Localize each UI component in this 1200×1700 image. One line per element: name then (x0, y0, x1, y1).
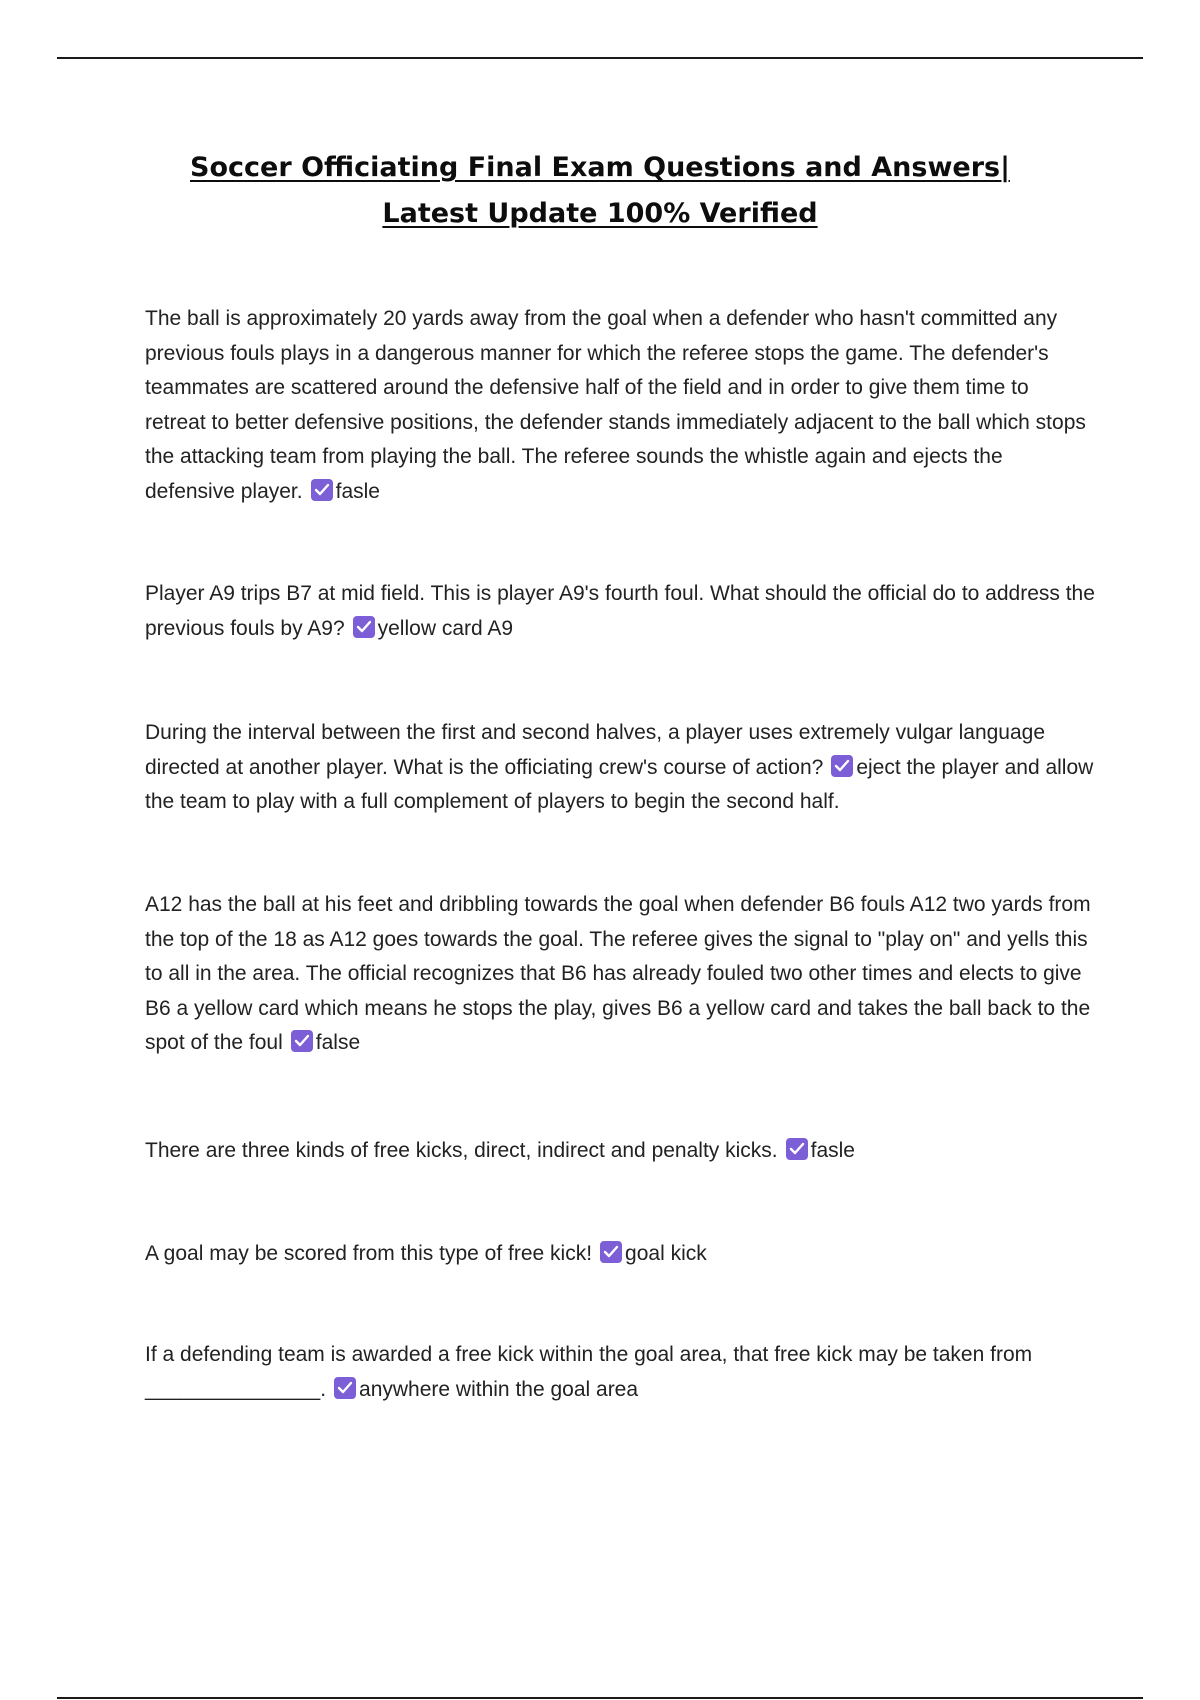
title-line-1: Soccer Officiating Final Exam Questions and Answers| (190, 152, 1010, 183)
qa-item-2 (145, 577, 1095, 646)
checkbox-checked-icon (786, 1138, 808, 1160)
bottom-rule (57, 1697, 1143, 1699)
document-title (0, 145, 1200, 237)
top-rule (57, 57, 1143, 59)
question-text: Player A9 trips B7 at mid field. This is player A9's fourth foul. What should the official do to address the previous fouls by A9? (145, 582, 1095, 640)
answer-text: false (315, 1031, 361, 1054)
answer-text: eject the player and allow the team to play with a full complement of players to begin the second half. (145, 755, 1094, 813)
checkbox-checked-icon (831, 755, 853, 777)
question-text: During the interval between the first and second halves, a player uses extremely vulgar language directed at another player. What is the officiating crew's course of action? (145, 721, 1046, 779)
qa-item-3 (145, 716, 1095, 820)
question-text: If a defending team is awarded a free kick within the goal area, that free kick may be taken from _______________. (145, 1343, 1033, 1401)
answer-text: fasle (810, 1139, 855, 1162)
checkbox-checked-icon (334, 1377, 356, 1399)
qa-item-6 (145, 1237, 1095, 1272)
answer-text: anywhere within the goal area (359, 1377, 639, 1401)
answer-text: goal kick (625, 1242, 707, 1265)
checkbox-checked-icon (291, 1030, 313, 1052)
question-text: The ball is approximately 20 yards away from the goal when a defender who hasn't committed any previous fouls plays in a dangerous manner for which the referee stops the game. The defender's teammates are scattered around the defensive half of the field and in order to give them time to retreat to better defensive positions, the defender stands immediately adjacent to the ball which stops the attacking team from playing the ball. The referee sounds the whistle again and ejects the defensive player. (145, 307, 1086, 503)
checkbox-checked-icon (600, 1241, 622, 1263)
qa-item-5 (145, 1134, 1095, 1169)
question-text: A goal may be scored from this type of free kick! (145, 1242, 593, 1265)
qa-item-1 (145, 302, 1095, 509)
answer-text: yellow card A9 (377, 616, 514, 640)
qa-item-7 (145, 1338, 1095, 1407)
answer-text: fasle (335, 479, 380, 503)
checkbox-checked-icon (311, 479, 333, 501)
checkbox-checked-icon (353, 616, 375, 638)
title-line-2: Latest Update 100% Verified (382, 198, 818, 229)
qa-item-4 (145, 888, 1095, 1061)
question-text: A12 has the ball at his feet and dribbling towards the goal when defender B6 fouls A12 two yards from the top of the 18 as A12 goes towards the goal. The referee gives the signal to "play on" and yells this to all in the area. The official recognizes that B6 has already fouled two other times and elects to give B6 a yellow card which means he stops the play, gives B6 a yellow card and takes the ball back to the spot of the foul (145, 893, 1091, 1054)
question-text: There are three kinds of free kicks, direct, indirect and penalty kicks. (145, 1139, 778, 1162)
